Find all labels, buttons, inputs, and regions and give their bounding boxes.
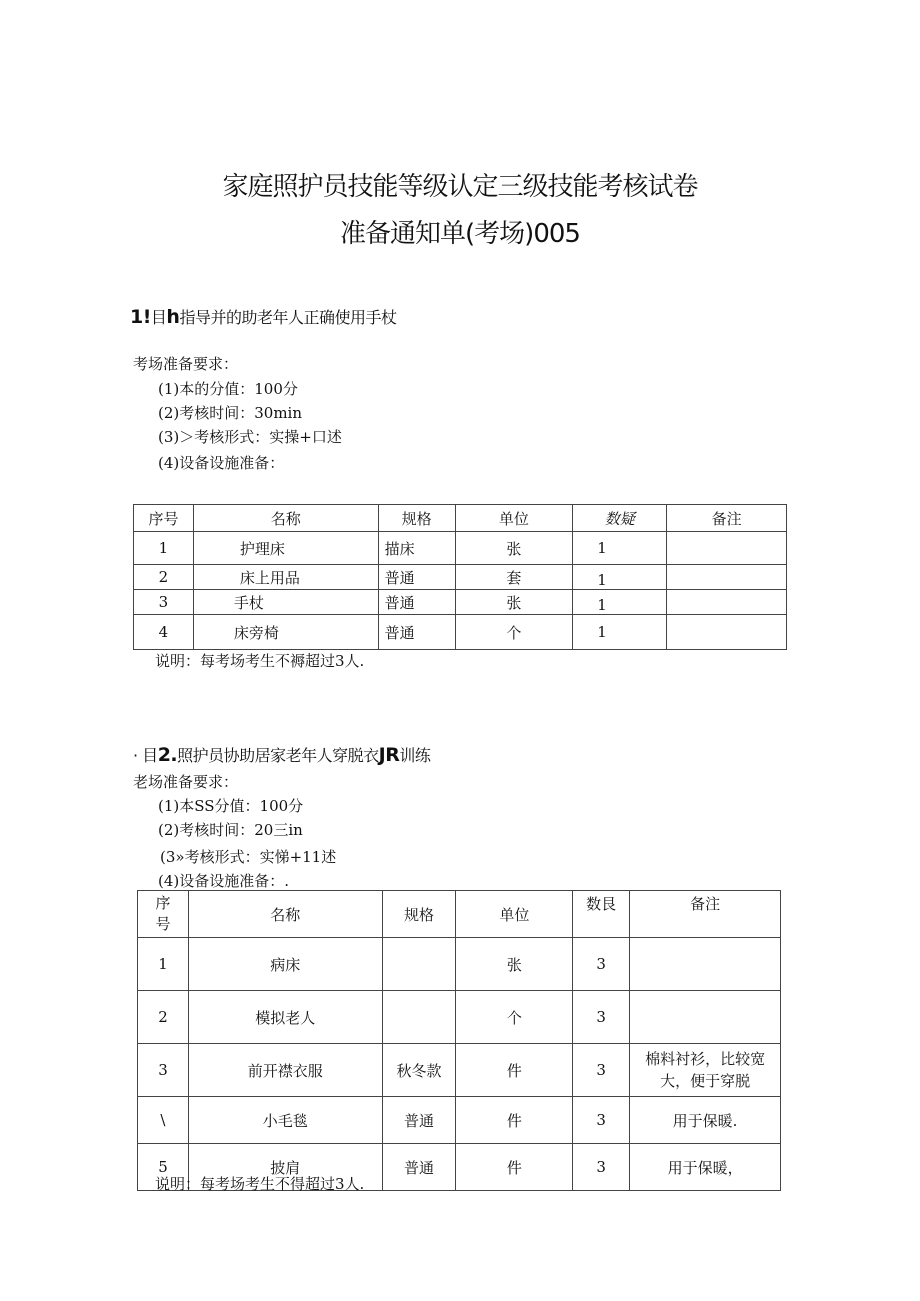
cell-no: 1 (138, 938, 189, 991)
cell-spec (382, 938, 456, 991)
header-qty: 数艮 (573, 891, 630, 938)
cell-unit: 张 (456, 938, 573, 991)
table-row (134, 532, 787, 565)
cell-qty: 1 (573, 532, 667, 565)
table-row (138, 938, 781, 991)
section1-intro: 考场准备要求： (133, 355, 239, 373)
cell-name: 披肩 (188, 1144, 382, 1191)
table-row (138, 1097, 781, 1144)
section1-item: (4)设备设施准备： (158, 454, 285, 472)
section1-item: (3)＞考核形式：实操+口述 (158, 428, 342, 446)
cell-no: \ (138, 1097, 189, 1144)
header-qty: 数疑 (573, 505, 667, 532)
header-note: 备注 (630, 891, 781, 938)
section2-heading-rest: 训练 (399, 746, 431, 765)
cell-note (667, 615, 787, 650)
cell-name: 手杖 (193, 590, 378, 615)
cell-qty: 3 (573, 938, 630, 991)
cell-unit: 套 (455, 565, 573, 590)
header-name: 名称 (193, 505, 378, 532)
header-no-bottom: 号 (155, 915, 171, 933)
cell-name: 病床 (188, 938, 382, 991)
cell-no: 2 (138, 991, 189, 1044)
cell-qty: 3 (573, 1044, 630, 1097)
section2-item: (4)设备设施准备：. (158, 872, 290, 890)
cell-unit: 张 (455, 532, 573, 565)
cell-note: 用于保暖， (630, 1144, 781, 1191)
cell-spec (382, 991, 456, 1044)
cell-note (667, 590, 787, 615)
cell-name: 前开襟衣服 (188, 1044, 382, 1097)
header-no (138, 891, 189, 938)
document-title-line2: 准备通知单(考场)005 (340, 219, 580, 249)
section2-item: (1)本SS分值：100分 (158, 797, 304, 815)
header-unit: 单位 (455, 505, 573, 532)
section2-footnote: 说明：每考场考生不得超过3人. (155, 1175, 365, 1193)
cell-no: 5 (138, 1144, 189, 1191)
section2-heading-prefix: · 目 (133, 746, 158, 765)
section1-footnote: 说明：每考场考生不褥超过3人. (155, 652, 365, 670)
section1-heading-h: h (166, 306, 180, 328)
section1-item: (1)本的分值：100分 (158, 380, 298, 398)
cell-no: 3 (134, 590, 194, 615)
cell-note (630, 938, 781, 991)
table-row (134, 565, 787, 590)
section2-heading-jr: JR (378, 744, 400, 766)
cell-spec: 描床 (378, 532, 455, 565)
cell-note (667, 532, 787, 565)
cell-qty: 1 (573, 615, 667, 650)
table-row (138, 1044, 781, 1097)
header-spec: 规格 (382, 891, 456, 938)
cell-qty: 3 (573, 991, 630, 1044)
header-spec: 规格 (378, 505, 455, 532)
cell-no: 3 (138, 1044, 189, 1097)
cell-spec: 普通 (382, 1097, 456, 1144)
cell-unit: 件 (456, 1097, 573, 1144)
cell-note (667, 565, 787, 590)
table-row (138, 991, 781, 1044)
cell-unit: 个 (455, 615, 573, 650)
header-no-top: 序 (155, 894, 171, 912)
header-unit: 单位 (456, 891, 573, 938)
cell-name: 模拟老人 (188, 991, 382, 1044)
equipment-table-2 (137, 890, 781, 1191)
cell-name: 护理床 (193, 532, 378, 565)
cell-unit: 件 (456, 1044, 573, 1097)
section2-intro: 老场准备要求： (133, 773, 239, 791)
section2-heading-num: 2. (157, 744, 178, 766)
table-row (134, 615, 787, 650)
cell-spec: 普通 (378, 590, 455, 615)
cell-qty: 1 (573, 590, 667, 615)
cell-unit: 个 (456, 991, 573, 1044)
section1-heading-mid: 目 (150, 308, 167, 327)
cell-qty: 1 (573, 565, 667, 590)
table-row (134, 590, 787, 615)
cell-spec: 普通 (378, 615, 455, 650)
section2-item: (3»考核形式：实悌+11述 (160, 848, 337, 866)
table-header-row (134, 505, 787, 532)
cell-name: 小毛毯 (188, 1097, 382, 1144)
cell-note: 用于保暖. (630, 1097, 781, 1144)
cell-qty: 3 (573, 1144, 630, 1191)
section1-item: (2)考核时间：30min (158, 404, 303, 422)
cell-qty: 3 (573, 1097, 630, 1144)
cell-no: 4 (134, 615, 194, 650)
table-header-row (138, 891, 781, 938)
cell-spec: 秋冬款 (382, 1044, 456, 1097)
cell-name: 床上用品 (193, 565, 378, 590)
section2-item: (2)考核时间：20三in (158, 821, 303, 839)
equipment-table-1 (133, 504, 787, 650)
header-no: 序号 (134, 505, 194, 532)
cell-unit: 件 (456, 1144, 573, 1191)
section2-heading (133, 743, 430, 766)
cell-note (630, 991, 781, 1044)
header-name: 名称 (188, 891, 382, 938)
cell-name: 床旁椅 (193, 615, 378, 650)
section1-heading-num: 1! (130, 306, 151, 328)
document-title-line1: 家庭照护员技能等级认定三级技能考核试卷 (222, 172, 698, 202)
cell-note: 棉料衬衫，比较宽大，便于穿脱 (630, 1044, 781, 1097)
cell-unit: 张 (455, 590, 573, 615)
section1-heading (130, 305, 396, 328)
cell-no: 1 (134, 532, 194, 565)
cell-spec: 普通 (378, 565, 455, 590)
section2-heading-mid: 照护员协助居家老年人穿脱衣 (177, 746, 379, 765)
cell-no: 2 (134, 565, 194, 590)
header-note: 备注 (667, 505, 787, 532)
section1-heading-rest: 指导并的助老年人正确使用手杖 (179, 308, 397, 327)
cell-spec: 普通 (382, 1144, 456, 1191)
